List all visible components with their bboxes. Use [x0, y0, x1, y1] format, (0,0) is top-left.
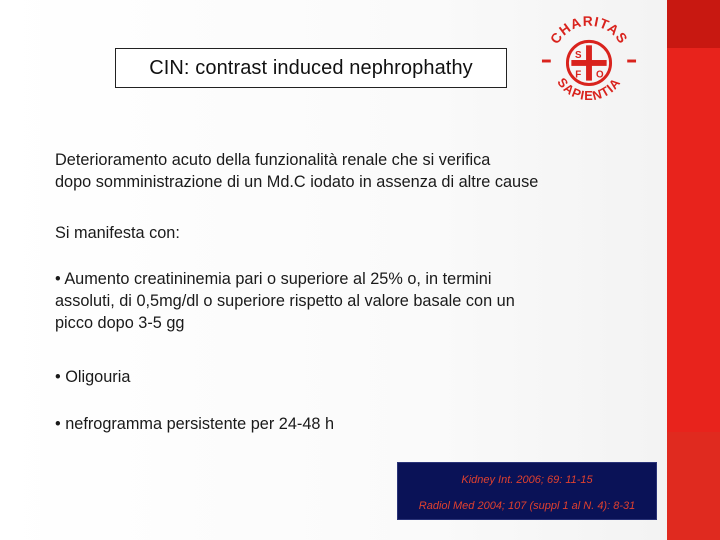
definition-line-1: Deterioramento acuto della funzionalità renale che si verifica: [55, 151, 491, 169]
slide-title: CIN: contrast induced nephrophathy: [149, 56, 473, 79]
slide-title-box: [115, 48, 507, 88]
bullet-nefrogramma: • nefrogramma persistente per 24-48 h: [55, 415, 335, 433]
references-box: [397, 462, 657, 520]
bullet-creatinine: [55, 268, 655, 334]
band-segment-middle: [667, 48, 720, 432]
bullet-creatinine-line-2: assoluti, di 0,5mg/dl o superiore rispetto al valore basale con un: [55, 292, 515, 310]
reference-radiol-med: Radiol Med 2004; 107 (suppl 1 al N. 4): 8-31: [418, 500, 636, 512]
band-segment-top: [667, 0, 720, 48]
band-segment-bottom: [667, 432, 720, 540]
manifests-heading: Si manifesta con:: [55, 224, 180, 242]
bullet-creatinine-line-3: picco dopo 3-5 gg: [55, 314, 185, 332]
logo-bottom-text: SAPIENTIA: [554, 74, 624, 104]
definition-line-2: dopo somministrazione di un Md.C iodato in assenza di altre cause: [55, 173, 539, 191]
logo-letter-o: O: [595, 69, 604, 81]
charitas-sapientia-logo: [540, 12, 638, 110]
logo-letter-s: S: [574, 50, 582, 62]
logo-top-text: CHARITAS: [547, 13, 631, 47]
right-accent-band: [667, 0, 720, 540]
logo-letter-f: F: [575, 69, 582, 81]
bullet-creatinine-line-1: • Aumento creatininemia pari o superiore al 25% o, in termini: [55, 270, 492, 288]
bullet-oligouria: • Oligouria: [55, 368, 131, 386]
definition-paragraph: [55, 149, 655, 193]
reference-kidney-int: Kidney Int. 2006; 69: 11-15: [461, 474, 593, 486]
